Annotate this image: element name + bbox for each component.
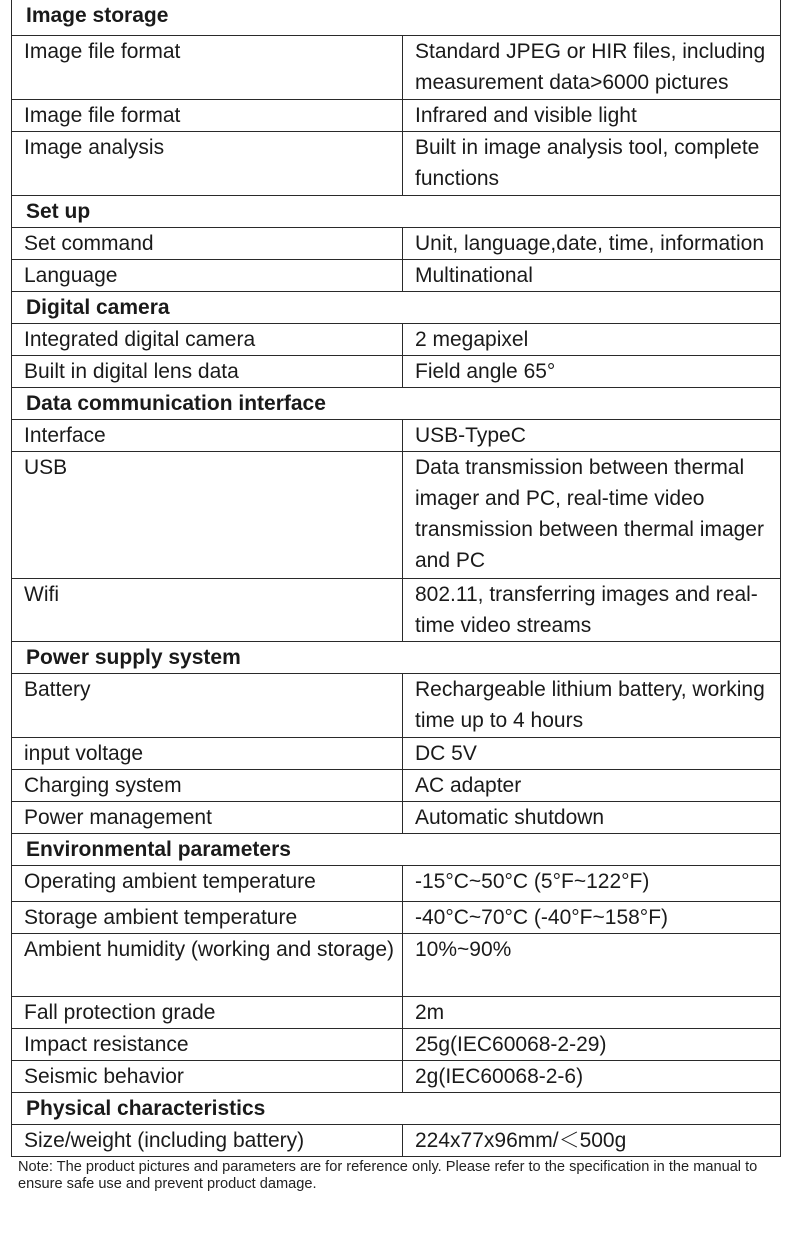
spec-label: Charging system (12, 770, 403, 802)
spec-label: Wifi (12, 579, 403, 642)
section-header-power-supply-system (12, 642, 781, 674)
spec-value: -40°C~70°C (-40°F~158°F) (403, 902, 781, 934)
spec-row-battery (12, 674, 781, 738)
spec-value: 224x77x96mm/＜500g (403, 1125, 781, 1157)
spec-label: Storage ambient temperature (12, 902, 403, 934)
section-header-digital-camera (12, 292, 781, 324)
section-header-environmental-parameters (12, 834, 781, 866)
spec-row-interface (12, 420, 781, 452)
spec-row-wifi (12, 579, 781, 642)
section-header-physical-characteristics (12, 1093, 781, 1125)
section-title: Image storage (12, 0, 781, 36)
spec-label: Battery (12, 674, 403, 738)
spec-value: 2 megapixel (403, 324, 781, 356)
spec-value: -15°C~50°C (5°F~122°F) (403, 866, 781, 902)
spec-row-impact-resistance (12, 1029, 781, 1061)
section-header-image-storage (12, 0, 781, 36)
spec-label: Language (12, 260, 403, 292)
spec-table-body (12, 0, 781, 1157)
spec-label: Power management (12, 802, 403, 834)
spec-label: Set command (12, 228, 403, 260)
spec-value: DC 5V (403, 738, 781, 770)
spec-row-input-voltage (12, 738, 781, 770)
spec-row-seismic-behavior (12, 1061, 781, 1093)
spec-row-operating-ambient-temperature (12, 866, 781, 902)
spec-value: Rechargeable lithium battery, working time up to 4 hours (403, 674, 781, 738)
section-title: Physical characteristics (12, 1093, 781, 1125)
spec-value: 802.11, transferring images and real-time video streams (403, 579, 781, 642)
spec-label: Image file format (12, 36, 403, 100)
spec-value: Automatic shutdown (403, 802, 781, 834)
spec-row-fall-protection-grade (12, 997, 781, 1029)
spec-value: 2g(IEC60068-2-6) (403, 1061, 781, 1093)
spec-row-language (12, 260, 781, 292)
section-header-set-up (12, 196, 781, 228)
spec-label: Image file format (12, 100, 403, 132)
spec-row-ambient-humidity-working-and-storage (12, 934, 781, 997)
spec-value: 25g(IEC60068-2-29) (403, 1029, 781, 1061)
section-header-data-communication-interface (12, 388, 781, 420)
spec-row-image-analysis (12, 132, 781, 196)
spec-row-charging-system (12, 770, 781, 802)
spec-value: Standard JPEG or HIR files, including measurement data>6000 pictures (403, 36, 781, 100)
spec-value: Data transmission between thermal imager and PC, real-time video transmission between thermal imager and PC (403, 452, 781, 579)
spec-label: Operating ambient temperature (12, 866, 403, 902)
spec-row-size-weight-including-battery (12, 1125, 781, 1157)
section-title: Set up (12, 196, 781, 228)
section-title: Environmental parameters (12, 834, 781, 866)
spec-row-image-file-format (12, 36, 781, 100)
spec-label: Impact resistance (12, 1029, 403, 1061)
section-title: Digital camera (12, 292, 781, 324)
spec-label: Built in digital lens data (12, 356, 403, 388)
spec-row-usb (12, 452, 781, 579)
spec-row-image-file-format (12, 100, 781, 132)
spec-value: Infrared and visible light (403, 100, 781, 132)
disclaimer-note: Note: The product pictures and parameters are for reference only. Please refer to the specification in the manual to ensure safe use and prevent product damage. (18, 1159, 758, 1192)
spec-label: USB (12, 452, 403, 579)
section-title: Power supply system (12, 642, 781, 674)
spec-value: Unit, language,date, time, information (403, 228, 781, 260)
spec-row-integrated-digital-camera (12, 324, 781, 356)
spec-label: Image analysis (12, 132, 403, 196)
spec-value: Field angle 65° (403, 356, 781, 388)
spec-row-power-management (12, 802, 781, 834)
spec-table (11, 0, 781, 1157)
spec-value: 2m (403, 997, 781, 1029)
spec-label: input voltage (12, 738, 403, 770)
spec-row-storage-ambient-temperature (12, 902, 781, 934)
spec-label: Integrated digital camera (12, 324, 403, 356)
spec-label: Size/weight (including battery) (12, 1125, 403, 1157)
spec-label: Ambient humidity (working and storage) (12, 934, 403, 997)
spec-value: AC adapter (403, 770, 781, 802)
spec-label: Seismic behavior (12, 1061, 403, 1093)
spec-row-built-in-digital-lens-data (12, 356, 781, 388)
spec-value: Built in image analysis tool, complete functions (403, 132, 781, 196)
spec-label: Fall protection grade (12, 997, 403, 1029)
spec-label: Interface (12, 420, 403, 452)
spec-value: USB-TypeC (403, 420, 781, 452)
spec-value: 10%~90% (403, 934, 781, 997)
section-title: Data communication interface (12, 388, 781, 420)
spec-row-set-command (12, 228, 781, 260)
spec-value: Multinational (403, 260, 781, 292)
